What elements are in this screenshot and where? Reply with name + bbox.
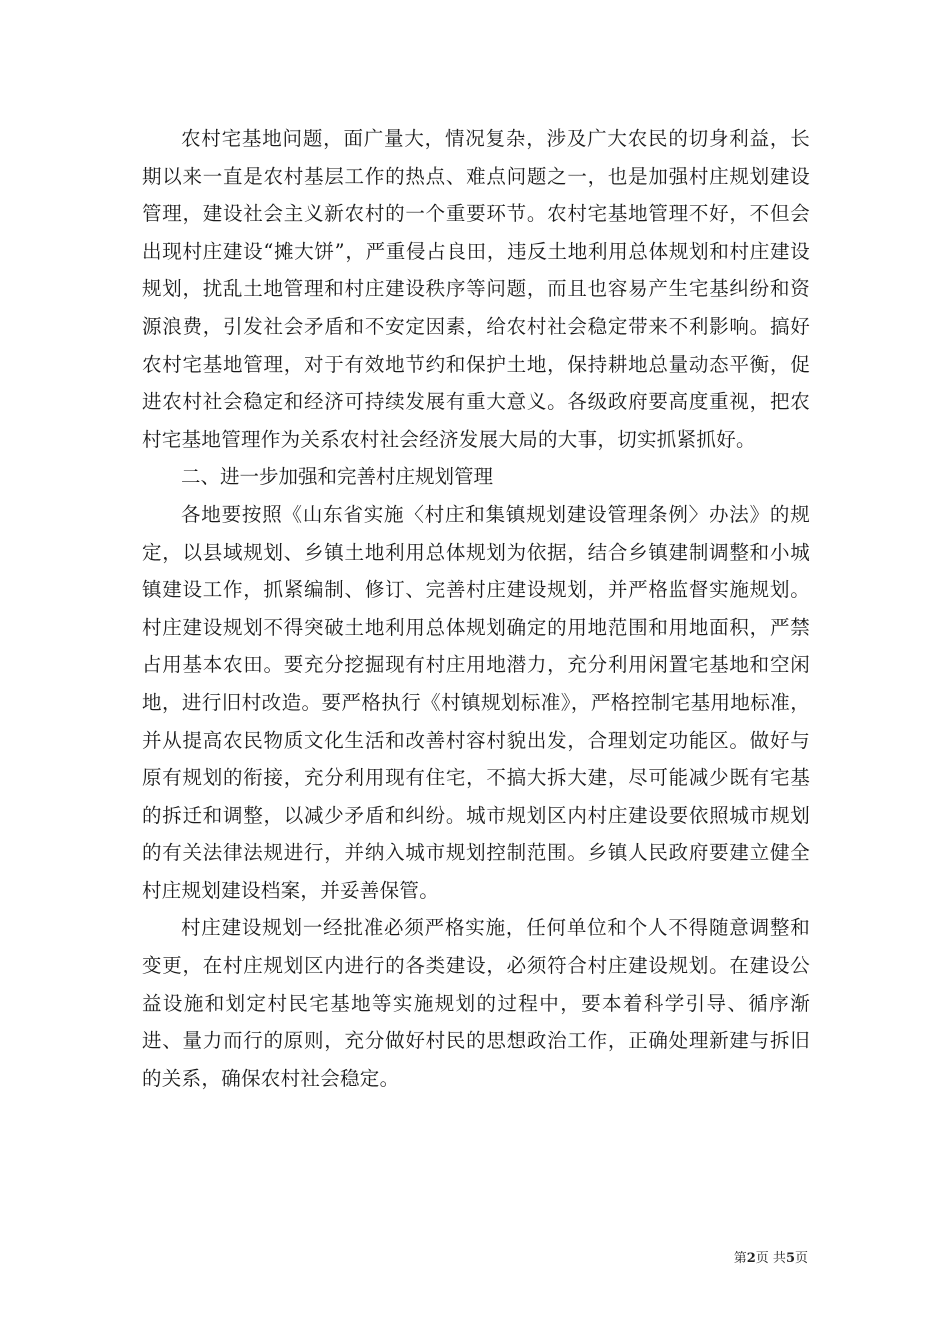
paragraph-3: 村庄建设规划一经批准必须严格实施，任何单位和个人不得随意调整和变更，在村庄规划区内进行的各类建设，必须符合村庄建设规划。在建设公益设施和划定村民宅基地等实施规划的过程中，要本着科学引导、循序渐进、量力而行的原则，充分做好村民的思想政治工作，正确处理新建与拆旧的关系，确保农村社会稳定。 [142,916,810,1090]
footer-current-page: 2 [746,1251,756,1266]
page-footer [734,1251,808,1267]
footer-suffix: 页 [794,1251,808,1266]
section-heading: 二、进一步加强和完善村庄规划管理 [181,465,494,489]
document-body [142,120,810,1097]
paragraph-1: 农村宅基地问题，面广量大，情况复杂，涉及广大农民的切身利益，长期以来一直是农村基层工作的热点、难点问题之一，也是加强村庄规划建设管理，建设社会主义新农村的一个重要环节。农村宅基地管理不好，不但会出现村庄建设“摊大饼”，严重侵占良田，违反土地利用总体规划和村庄建设规划，扰乱土地管理和村庄建设秩序等问题，而且也容易产生宅基纠纷和资源浪费，引发社会矛盾和不安定因素，给农村社会稳定带来不利影响。搞好农村宅基地管理，对于有效地节约和保护土地，保持耕地总量动态平衡，促进农村社会稳定和经济可持续发展有重大意义。各级政府要高度重视，把农村宅基地管理作为关系农村社会经济发展大局的大事，切实抓紧抓好。 [142,127,810,451]
footer-middle: 页 共 [755,1251,786,1266]
footer-total-pages: 5 [785,1251,795,1266]
footer-prefix: 第 [733,1251,747,1266]
paragraph-2: 各地要按照《山东省实施〈村庄和集镇规划建设管理条例〉办法》的规定，以县域规划、乡镇土地利用总体规划为依据，结合乡镇建制调整和小城镇建设工作，抓紧编制、修订、完善村庄建设规划，并严格监督实施规划。村庄建设规划不得突破土地利用总体规划确定的用地范围和用地面积，严禁占用基本农田。要充分挖掘现有村庄用地潜力，充分利用闲置宅基地和空闲地，进行旧村改造。要严格执行《村镇规划标准》，严格控制宅基用地标准，并从提高农民物质文化生活和改善村容村貌出发，合理划定功能区。做好与原有规划的衔接，充分利用现有住宅，不搞大拆大建，尽可能减少既有宅基的拆迁和调整，以减少矛盾和纠纷。城市规划区内村庄建设要依照城市规划的有关法律法规进行，并纳入城市规划控制范围。乡镇人民政府要建立健全村庄规划建设档案，并妥善保管。 [142,502,810,902]
